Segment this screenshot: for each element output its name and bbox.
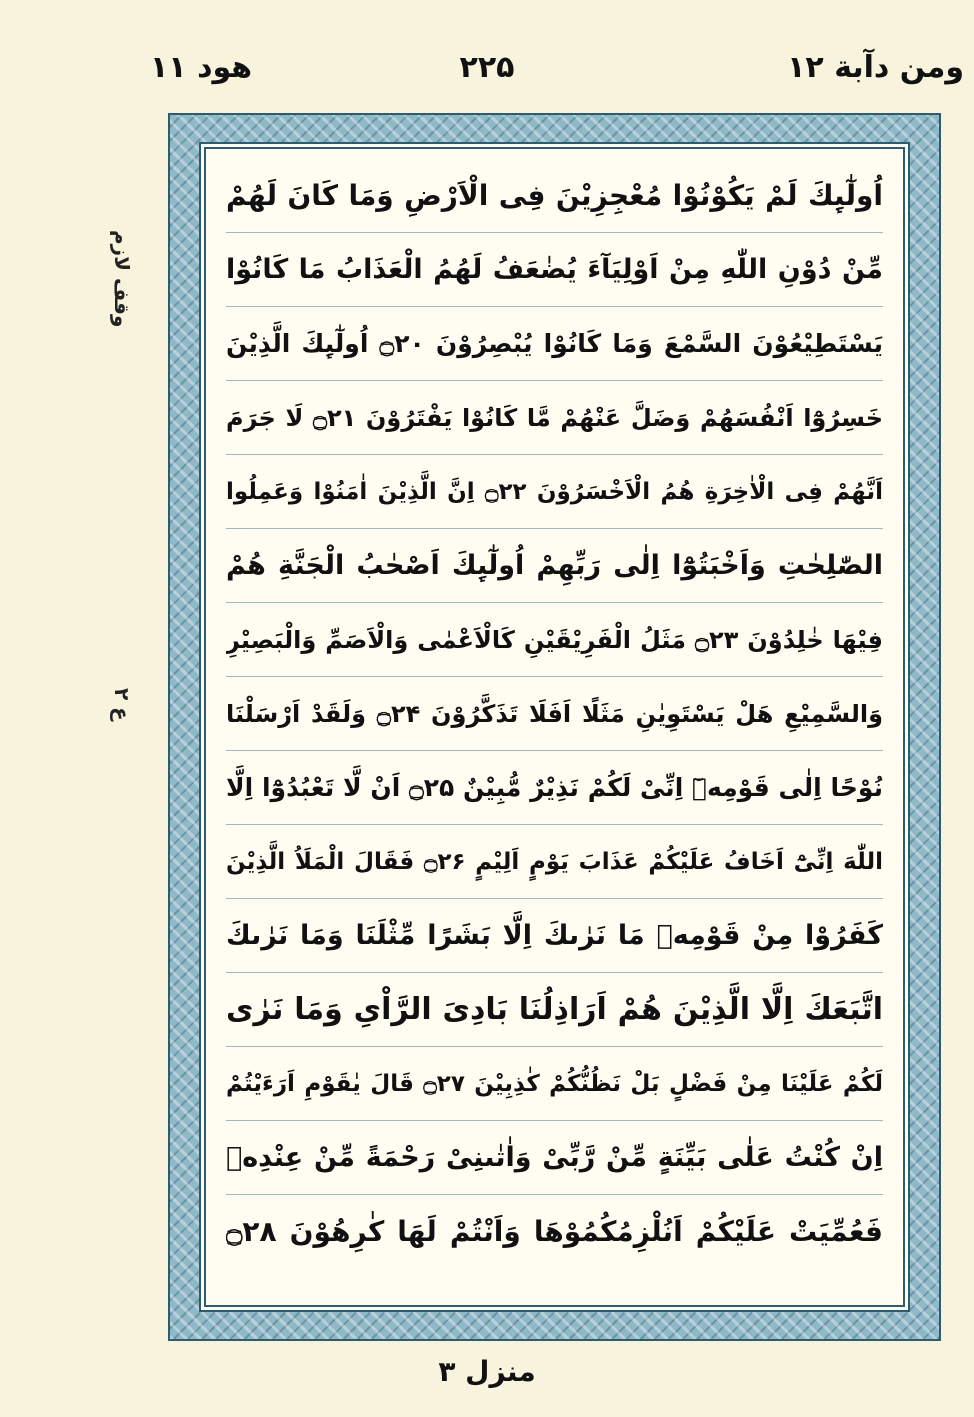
manzil-footer: منزل ۳ xyxy=(438,1355,536,1388)
verse-line: نُوْحًا اِلٰى قَوْمِهٖٓ اِنِّىْ لَكُمْ نَذِيْرٌ مُّبِيْنٌ ۝۲۵ اَنْ لَّا تَعْبُدُوْٓا اِلَّا xyxy=(226,751,883,825)
verse-line: اَنَّهُمْ فِى الْاٰخِرَةِ هُمُ الْاَخْسَرُوْنَ ۝۲۲ اِنَّ الَّذِيْنَ اٰمَنُوْا وَعَمِلُوا xyxy=(226,455,883,529)
verse-line: فَعُمِّيَتْ عَلَيْكُمْ اَنُلْزِمُكُمُوْهَا وَاَنْتُمْ لَهَا كٰرِهُوْنَ ۝۲۸ xyxy=(226,1215,883,1248)
verse-line: وَالسَّمِيْعِ هَلْ يَسْتَوِيٰنِ مَثَلًا اَفَلَا تَذَكَّرُوْنَ ۝۲۴ وَلَقَدْ اَرْسَلْنَا xyxy=(226,677,883,751)
page-number: ۲۲۵ xyxy=(459,50,515,85)
text-panel xyxy=(204,147,905,1307)
verse-line: خَسِرُوْٓا اَنْفُسَهُمْ وَضَلَّ عَنْهُمْ مَّا كَانُوْا يَفْتَرُوْنَ ۝۲۱ لَا جَرَمَ xyxy=(226,381,883,455)
margin-note-ruku: ع ۲ xyxy=(110,688,134,721)
juz-name-header: ومن دآبة ۱۲ xyxy=(787,50,964,85)
verse-line: اتَّبَعَكَ اِلَّا الَّذِيْنَ هُمْ اَرَاذِلُنَا بَادِىَ الرَّاْىِ وَمَا نَرٰى xyxy=(226,973,883,1047)
verse-line: مِّنْ دُوْنِ اللّٰهِ مِنْ اَوْلِيَآءَ يُضٰعَفُ لَهُمُ الْعَذَابُ مَا كَانُوْا xyxy=(226,233,883,307)
margin-note-waqf: وقف لازم xyxy=(110,230,134,328)
verse-line: اُولٰٓىِٕكَ لَمْ يَكُوْنُوْا مُعْجِزِيْنَ فِى الْاَرْضِ وَمَا كَانَ لَهُمْ xyxy=(226,159,883,233)
verse-line: اِنْ كُنْتُ عَلٰى بَيِّنَةٍ مِّنْ رَّبِّىْ وَاٰتٰىنِىْ رَحْمَةً مِّنْ عِنْدِهٖ xyxy=(226,1121,883,1195)
ornamental-border xyxy=(168,113,941,1341)
verse-line: الصّٰلِحٰتِ وَاَخْبَتُوْٓا اِلٰى رَبِّهِمْ اُولٰٓىِٕكَ اَصْحٰبُ الْجَنَّةِ هُمْ xyxy=(226,529,883,603)
surah-name-header: هود ۱۱ xyxy=(150,50,253,85)
verse-line: اللّٰهَ اِنِّىْٓ اَخَافُ عَلَيْكُمْ عَذَابَ يَوْمٍ اَلِيْمٍ ۝۲۶ فَقَالَ الْمَلَاُ الَّذِيْنَ xyxy=(226,825,883,899)
verse-line: لَكُمْ عَلَيْنَا مِنْ فَضْلٍ بَلْ نَظُنُّكُمْ كٰذِبِيْنَ ۝۲۷ قَالَ يٰقَوْمِ اَرَءَيْتُمْ xyxy=(226,1047,883,1121)
verse-line: فِيْهَا خٰلِدُوْنَ ۝۲۳ مَثَلُ الْفَرِيْقَيْنِ كَالْاَعْمٰى وَالْاَصَمِّ وَالْبَصِيْرِ xyxy=(226,603,883,677)
verse-line: كَفَرُوْا مِنْ قَوْمِهٖ مَا نَرٰىكَ اِلَّا بَشَرًا مِّثْلَنَا وَمَا نَرٰىكَ xyxy=(226,899,883,973)
verse-line: يَسْتَطِيْعُوْنَ السَّمْعَ وَمَا كَانُوْا يُبْصِرُوْنَ ۝۲۰ اُولٰٓىِٕكَ الَّذِيْنَ xyxy=(226,307,883,381)
